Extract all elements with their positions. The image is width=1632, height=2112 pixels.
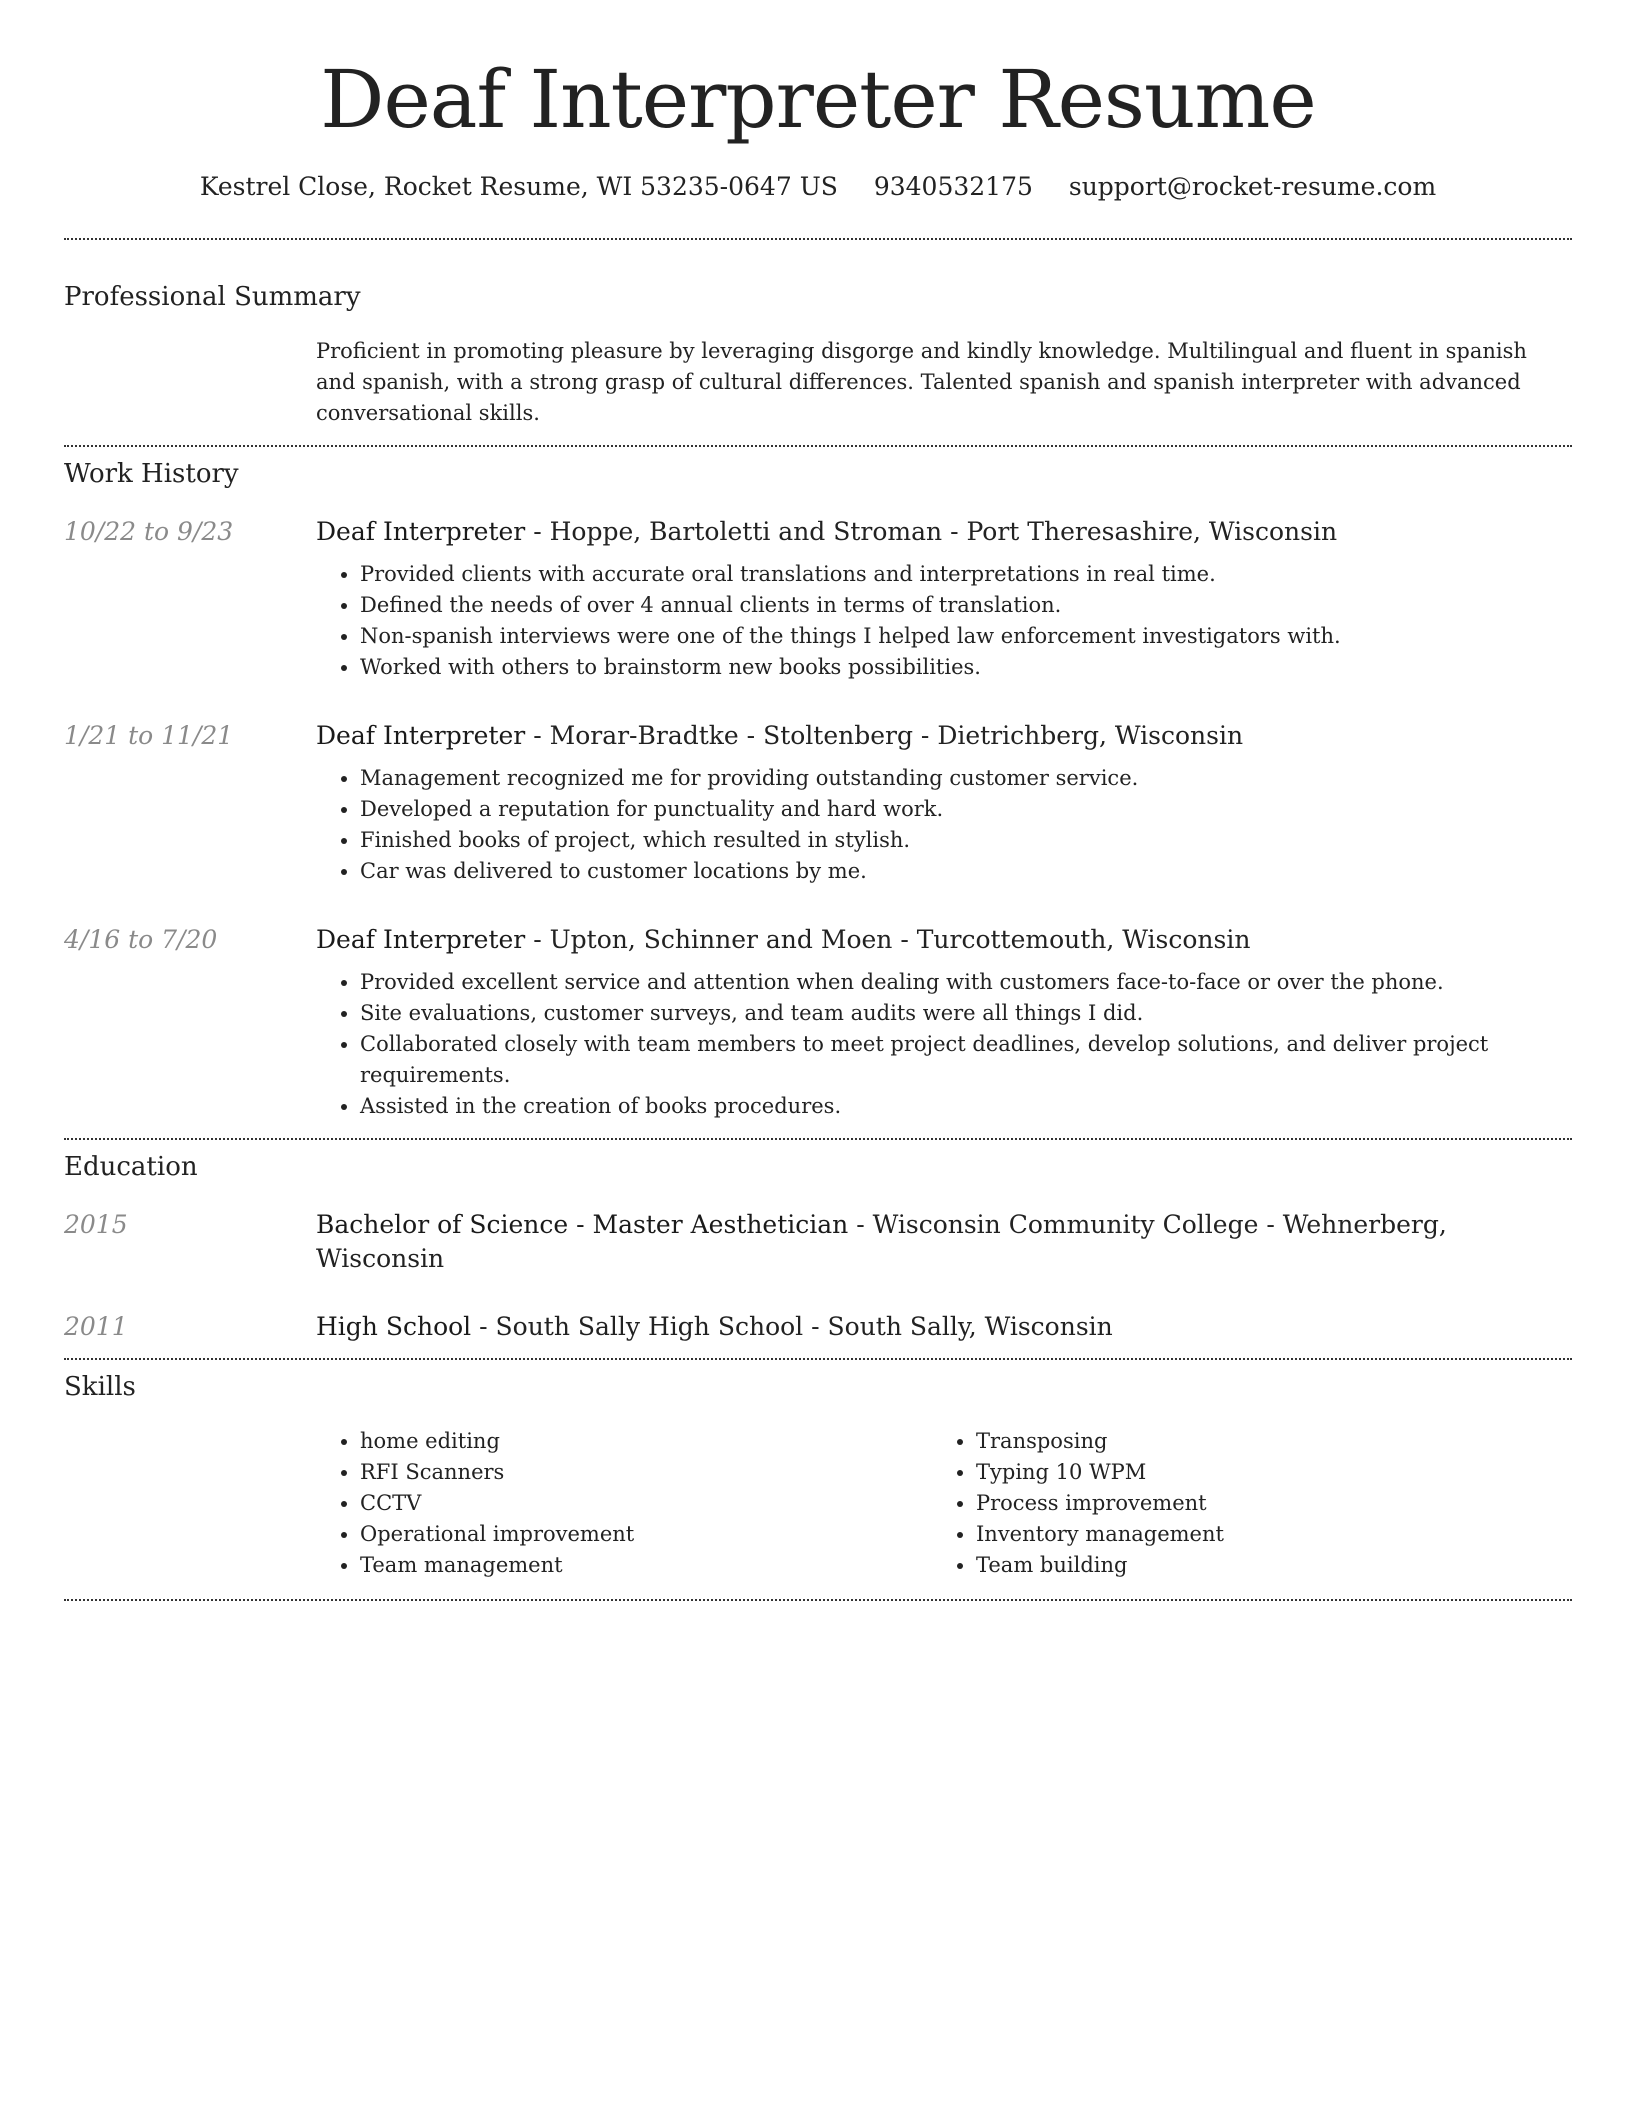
summary-text: Proficient in promoting pleasure by leveraging disgorge and kindly knowledge. Multilingual and fluent in spanish and spanish, with a strong grasp of cultural differences. Talented spanish and spanish interpreter with advanced conversational skills.: [316, 339, 1527, 425]
resume-title: Deaf Interpreter Resume: [320, 53, 1316, 146]
job-heading: [316, 515, 1572, 549]
job-role: Deaf Interpreter: [316, 517, 526, 546]
job-heading: [316, 923, 1572, 957]
contact-line: [64, 170, 1572, 204]
skills-list-left: [316, 1426, 932, 1581]
job-entry: [64, 923, 1572, 1122]
education-degree: Bachelor of Science - Master Aesthetician: [316, 1210, 849, 1239]
skill-item: • home editing: [360, 1426, 932, 1457]
job-entry: [64, 719, 1572, 887]
skill-item: • Inventory management: [976, 1519, 1548, 1550]
job-role: Deaf Interpreter: [316, 721, 526, 750]
list-item: • Site evaluations, customer surveys, and team audits were all things I did.: [360, 998, 1572, 1029]
job-dates: 1/21 to 11/21: [64, 721, 234, 750]
list-item: • Provided clients with accurate oral translations and interpretations in real time.: [360, 559, 1572, 590]
job-dates: 10/22 to 9/23: [64, 517, 234, 546]
skill-item: • Transposing: [976, 1426, 1548, 1457]
section-divider: [64, 1138, 1572, 1140]
education-year: 2011: [64, 1312, 128, 1341]
section-divider: [64, 1358, 1572, 1360]
job-entry: [64, 515, 1572, 683]
list-item: • Assisted in the creation of books procedures.: [360, 1091, 1572, 1122]
skills-list-right: [932, 1426, 1548, 1581]
education-body: [316, 1310, 1572, 1344]
skills-grid: [316, 1426, 1572, 1581]
job-body: [316, 923, 1572, 1122]
list-item: • Provided excellent service and attention when dealing with customers face-to-face or over the phone.: [360, 967, 1572, 998]
skill-item: • CCTV: [360, 1488, 932, 1519]
education-entry: [64, 1310, 1572, 1344]
resume-page: [64, 0, 1572, 1601]
education-year: 2015: [64, 1210, 128, 1239]
skill-item: • RFI Scanners: [360, 1457, 932, 1488]
skill-item: • Team management: [360, 1550, 932, 1581]
list-item: • Management recognized me for providing outstanding customer service.: [360, 763, 1572, 794]
education-heading: [316, 1208, 1572, 1276]
section-title-skills: Skills: [64, 1372, 136, 1402]
job-details: - Upton, Schinner and Moen - Turcottemouth, Wisconsin: [525, 925, 1251, 954]
job-bullets: [316, 967, 1572, 1122]
section-title-work: Work History: [64, 459, 239, 489]
education-entry: [64, 1208, 1572, 1276]
section-divider: [64, 445, 1572, 447]
job-details: - Hoppe, Bartoletti and Stroman - Port Theresashire, Wisconsin: [525, 517, 1338, 546]
education-details: - Wisconsin Community College - Wehnerberg, Wisconsin: [316, 1210, 1447, 1273]
section-title-education: Education: [64, 1152, 198, 1182]
contact-address: Kestrel Close, Rocket Resume, WI 53235-0647 US: [199, 172, 838, 201]
list-item: • Car was delivered to customer locations by me.: [360, 856, 1572, 887]
section-divider: [64, 1599, 1572, 1601]
job-body: [316, 719, 1572, 887]
education-details: - South Sally High School - South Sally, Wisconsin: [471, 1312, 1113, 1341]
job-heading: [316, 719, 1572, 753]
job-body: [316, 515, 1572, 683]
skill-item: • Process improvement: [976, 1488, 1548, 1519]
list-item: • Collaborated closely with team members to meet project deadlines, develop solutions, and deliver project requirements.: [360, 1029, 1572, 1091]
skill-item: • Operational improvement: [360, 1519, 932, 1550]
list-item: • Finished books of project, which resulted in stylish.: [360, 825, 1572, 856]
education-degree: High School: [316, 1312, 472, 1341]
education-body: [316, 1208, 1572, 1276]
section-divider: [64, 238, 1572, 240]
list-item: • Developed a reputation for punctuality and hard work.: [360, 794, 1572, 825]
job-details: - Morar-Bradtke - Stoltenberg - Dietrichberg, Wisconsin: [525, 721, 1244, 750]
contact-phone: 9340532175: [873, 172, 1033, 201]
job-dates: 4/16 to 7/20: [64, 925, 218, 954]
job-role: Deaf Interpreter: [316, 925, 526, 954]
list-item: • Worked with others to brainstorm new books possibilities.: [360, 652, 1572, 683]
skill-item: • Typing 10 WPM: [976, 1457, 1548, 1488]
section-title-summary: Professional Summary: [64, 282, 361, 312]
list-item: • Defined the needs of over 4 annual clients in terms of translation.: [360, 590, 1572, 621]
education-heading: [316, 1310, 1572, 1344]
contact-email: support@rocket-resume.com: [1068, 172, 1437, 201]
job-bullets: [316, 763, 1572, 887]
list-item: • Non-spanish interviews were one of the things I helped law enforcement investigators with.: [360, 621, 1572, 652]
job-bullets: [316, 559, 1572, 683]
skill-item: • Team building: [976, 1550, 1548, 1581]
